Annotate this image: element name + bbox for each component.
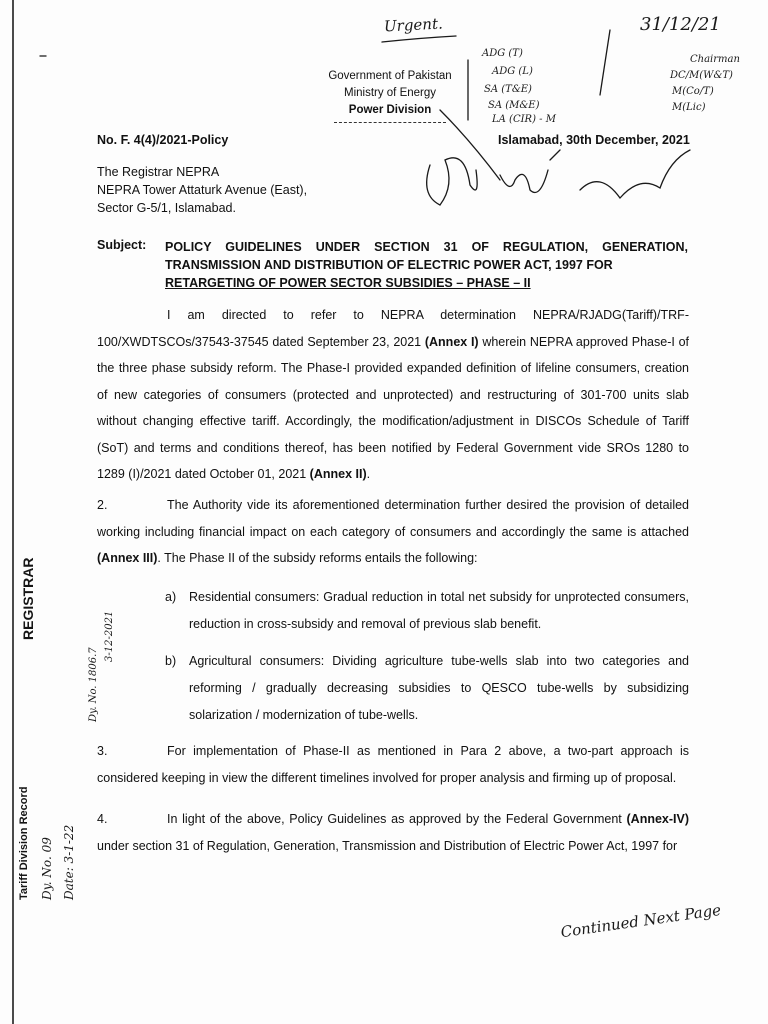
para4-text-a: In light of the above, Policy Guidelines as approved by the Federal Government (167, 812, 627, 826)
letterhead-ministry: Ministry of Energy (343, 87, 437, 99)
note-right-1: Chairman (690, 54, 740, 65)
registrar-stamp-date: 3-12-2021 (104, 610, 115, 662)
bracket-line (600, 30, 610, 95)
note-left-4: SA (M&E) (488, 100, 540, 111)
paragraph-3 (97, 738, 689, 791)
tariff-record-date: Date: 3-1-22 (62, 824, 76, 900)
note-right-2: DC/M(W&T) (670, 70, 733, 81)
letterhead-government: Government of Pakistan (328, 70, 452, 82)
letterhead-rule (334, 122, 446, 123)
para2-number: 2. (97, 498, 108, 512)
list-item-label: a) (165, 590, 177, 604)
registrar-stamp-title: REGISTRAR (20, 557, 36, 640)
subject-label: Subject: (97, 238, 147, 252)
continued-note: Continued Next Page (559, 900, 723, 942)
letterhead (300, 68, 480, 119)
note-left-1: ADG (T) (482, 48, 523, 59)
para4-text-c: under section 31 of Regulation, Generation, Transmission and Distribution of Electric Power Act, 1997 for (97, 838, 678, 853)
addressee-line-3: Sector G-5/1, Islamabad. (97, 201, 236, 215)
subject-text (165, 238, 688, 292)
margin-arrow (440, 110, 500, 180)
letterhead-division: Power Division (348, 104, 432, 116)
para3-number: 3. (97, 744, 108, 758)
para1-annex-ii: (Annex II) (309, 467, 367, 481)
top-date-note: 31/12/21 (640, 14, 721, 35)
reference-number: No. F. 4(4)/2021-Policy (97, 133, 229, 147)
para4-number: 4. (97, 812, 108, 826)
letter-date: Islamabad, 30th December, 2021 (498, 133, 690, 147)
list-item-text: Agricultural consumers: Dividing agriculture tube-wells slab into two categories and reforming / gradually decreasing subsidies to QESCO tube-wells by subsidizing solarization / modernization of tube-wells. (189, 654, 689, 722)
signature-1 (427, 158, 477, 205)
list-item-a (165, 584, 689, 638)
subject-line: POLICY GUIDELINES UNDER SECTION 31 OF REGULATION, GENERATION, TRANSMISSION AND DISTRIBUTION OF ELECTRIC POWER ACT, 1997 FOR (165, 240, 688, 272)
para1-annex-i: (Annex I) (424, 334, 479, 349)
list-item-text: Residential consumers: Gradual reduction in total net subsidy for unprotected consumers, reduction in cross-subsidy and removal of previous slab benefit. (189, 590, 689, 631)
paragraph-4 (97, 806, 689, 859)
para4-annex-iv: (Annex-IV) (626, 812, 689, 826)
para1-text-a: I am directed to refer to NEPRA determination NEPRA/RJADG(Tariff)/TRF-100/XWDTSCOs/37543-37545 dated September 23, 2021 (97, 308, 689, 349)
addressee-line-1: The Registrar NEPRA (97, 165, 220, 179)
para2-annex-iii: (Annex III) (97, 551, 158, 565)
addressee-line-2: NEPRA Tower Attaturk Avenue (East), (97, 183, 308, 197)
para1-text-c: wherein NEPRA approved Phase-I of the three phase subsidy reform. The Phase-I provided expanded definition of lifeline consumers, creation of new categories of consumers (protected and unprotected) and restructuring of 301-700 units slab without changing effective tariff. Accordingly, the modification/adjustment in DISCOs Schedule of Tariff (SoT) and terms and conditions thereof, has been notified by Federal Government vide SROs 1280 to 1289 (I)/2021 dated October 01, 2021 (97, 334, 689, 481)
para1-text-e: . (366, 467, 371, 481)
para2-text-a: The Authority vide its aforementioned determination further desired the provision of detailed working including financial impact on each category of consumers and accordingly the same is attached (97, 498, 689, 539)
registrar-stamp-dy: Dy. No. 1806.7 (88, 647, 99, 722)
list-item-label: b) (165, 654, 177, 668)
paragraph-2 (97, 492, 689, 572)
paragraph-1 (97, 302, 689, 488)
urgent-underline (382, 36, 456, 42)
subject-underlined: RETARGETING OF POWER SECTOR SUBSIDIES – PHASE – II (165, 276, 531, 290)
list-item-b (165, 648, 689, 729)
para2-text-c: . The Phase II of the subsidy reforms entails the following: (157, 551, 478, 565)
tariff-record-dy: Dy. No. 09 (40, 837, 54, 900)
urgent-note: Urgent. (383, 14, 444, 36)
note-left-5: LA (CIR) - M (492, 114, 556, 125)
note-left-2: ADG (L) (492, 66, 533, 77)
para3-text: For implementation of Phase-II as mentioned in Para 2 above, a two-part approach is considered keeping in view the different timelines involved for proper analysis and firming up of proposal. (97, 744, 689, 785)
addressee-block (97, 163, 307, 217)
note-right-4: M(Lic) (672, 102, 706, 113)
signature-3 (580, 150, 690, 198)
signature-2 (500, 150, 560, 193)
note-left-3: SA (T&E) (484, 84, 532, 95)
tariff-record-title: Tariff Division Record (18, 786, 30, 900)
note-right-3: M(Co/T) (672, 86, 714, 97)
